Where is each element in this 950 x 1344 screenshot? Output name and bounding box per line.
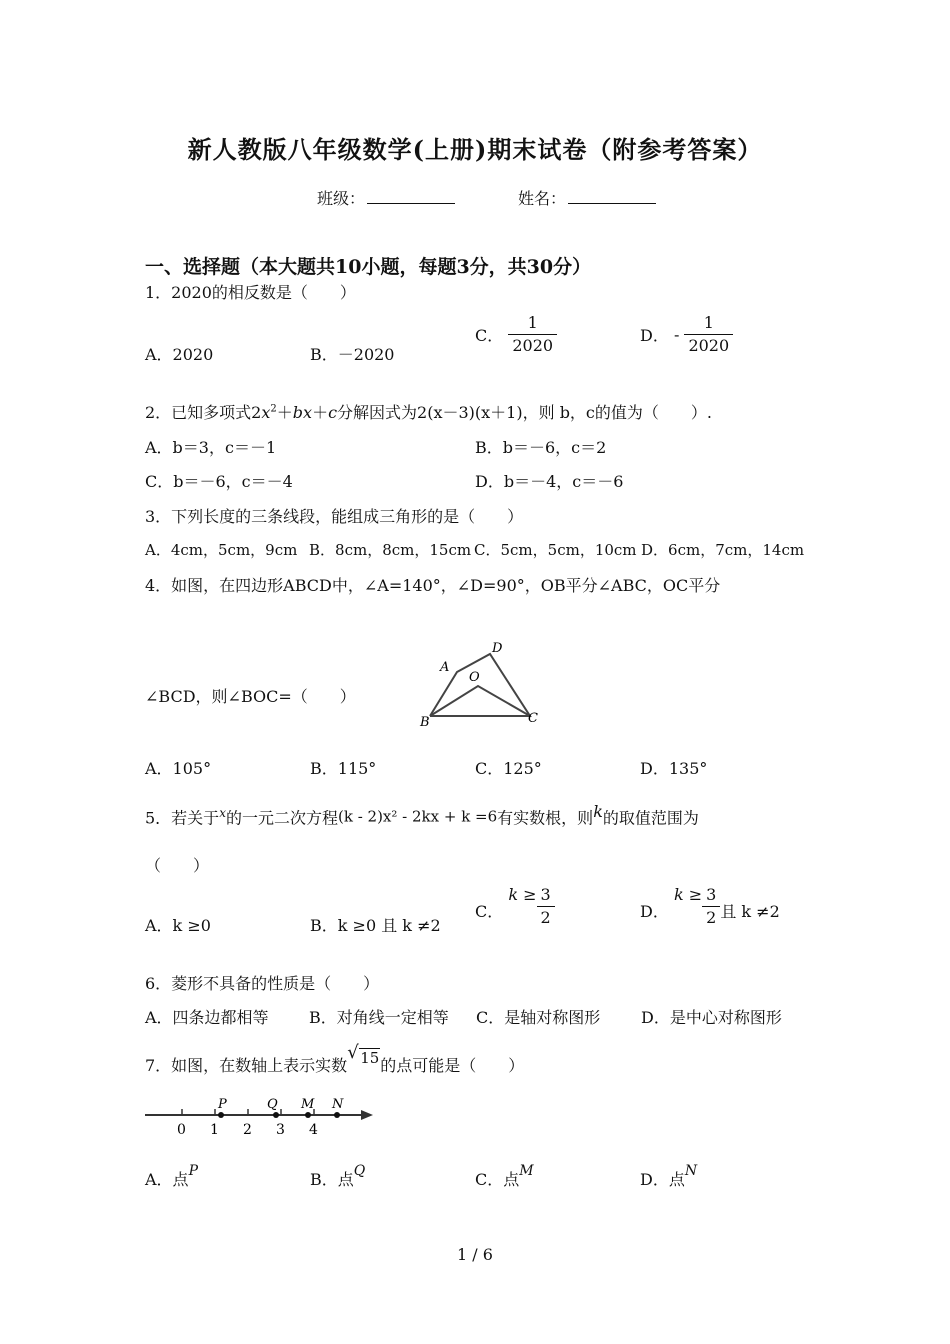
q6-option-c: C．是轴对称图形 [476, 1008, 601, 1027]
q6-option-d: D．是中心对称图形 [641, 1008, 782, 1027]
point-label-p: P [218, 1097, 227, 1112]
q5-option-d: D． k ≥ $\frac{3}{2}$ 且 k ≠2 [640, 885, 780, 927]
q1-c-fraction: $\frac{1}{2020}$ [508, 312, 557, 357]
q2-option-d: D．b＝－4，c＝－6 [475, 472, 624, 491]
number-line-arrow [361, 1110, 373, 1120]
q1-option-c: C． $\frac{1}{2020}$ [475, 312, 557, 357]
page-number: 1 / 6 [457, 1245, 493, 1264]
q3-stem: 3．下列长度的三条线段，能组成三角形的是（ ） [145, 507, 524, 526]
q2-option-a: A．b＝3，c＝－1 [145, 438, 277, 457]
point-label-q: Q [267, 1097, 278, 1112]
class-blank[interactable] [367, 189, 455, 204]
tick-label-4: 4 [309, 1122, 318, 1138]
tick-label-1: 1 [210, 1122, 219, 1138]
q2-option-c: C．b＝－6，c＝－4 [145, 472, 293, 491]
tick-label-0: 0 [177, 1122, 186, 1138]
quadrilateral-figure [410, 636, 550, 730]
q3-option-d: D．6cm，7cm，14cm [641, 541, 805, 559]
q4-stem-cont: ∠BCD，则∠BOC=（ ） [145, 687, 356, 706]
q6-option-b: B．对角线一定相等 [309, 1008, 449, 1027]
q3-option-a: A．4cm，5cm，9cm [145, 541, 298, 559]
q6-option-a: A．四条边都相等 [145, 1008, 269, 1027]
label-d: D [492, 641, 503, 656]
q5-option-a: A．k ≥0 [145, 916, 211, 935]
point-label-m: M [301, 1097, 315, 1112]
q7-stem: 7．如图，在数轴上表示实数 √ 15的点可能是（ ） [145, 1042, 525, 1075]
q4-stem: 4．如图，在四边形ABCD中，∠A=140°，∠D=90°，OB平分∠ABC，OC平分 [145, 576, 721, 595]
q4-option-b: B．115° [310, 759, 377, 778]
q4-option-c: C．125° [475, 759, 542, 778]
q5-stem: 5．若关于$^x$的一元二次方程(k - 2)x² - 2kx + k =6有实数根，则k的取值范围为 [145, 802, 699, 828]
sqrt-15: √ 15 [347, 1042, 380, 1067]
q1-stem: 1．2020的相反数是（ ） [145, 283, 356, 302]
q4-option-d: D．135° [640, 759, 708, 778]
tick-label-2: 2 [243, 1122, 252, 1138]
class-label: 班级： [317, 189, 366, 208]
q7-option-a: A．点P [145, 1163, 198, 1189]
tick-label-3: 3 [276, 1122, 285, 1138]
point-n [334, 1112, 340, 1118]
name-blank[interactable] [568, 189, 656, 204]
class-field [317, 186, 455, 209]
q7-option-b: B．点Q [310, 1163, 366, 1189]
label-b: B [420, 715, 430, 730]
page-title: 新人教版八年级数学(上册)期末试卷（附参考答案） [187, 135, 763, 164]
q7-option-c: C．点M [475, 1163, 534, 1189]
q3-option-c: C．5cm，5cm，10cm [474, 541, 637, 559]
label-c: C [528, 711, 538, 726]
q5-paren: （ ） [145, 856, 210, 875]
label-o: O [469, 670, 480, 685]
name-field [518, 186, 656, 209]
q6-stem: 6．菱形不具备的性质是（ ） [145, 974, 380, 993]
q3-option-b: B．8cm，8cm，15cm [309, 541, 472, 559]
point-label-n: N [332, 1097, 344, 1112]
q1-option-d: D． - $\frac{1}{2020}$ [640, 312, 733, 357]
q5-equation: (k - 2)x² - 2kx + k =6 [337, 807, 498, 826]
point-m [305, 1112, 311, 1118]
q2-option-b: B．b＝－6，c＝2 [475, 438, 607, 457]
label-a: A [440, 660, 450, 675]
q2-stem: 2．已知多项式$2x^2+bx+c$分解因式为2(x－3)(x＋1)，则 b，c的值为（ ）. [145, 403, 712, 422]
name-label: 姓名： [518, 189, 567, 208]
point-p [218, 1112, 224, 1118]
q4-option-a: A．105° [145, 759, 212, 778]
q1-option-b: B．－2020 [310, 345, 395, 364]
number-line [145, 1093, 375, 1139]
q5-option-b: B．k ≥0 且 k ≠2 [310, 916, 441, 935]
q5-option-c: C． k ≥ $\frac{3}{2}$ [475, 884, 555, 929]
q1-option-a: A．2020 [145, 345, 214, 364]
section-heading: 一、选择题（本大题共10小题，每题3分，共30分） [145, 256, 592, 278]
q7-option-d: D．点N [640, 1163, 698, 1189]
q1-d-fraction: $\frac{1}{2020}$ [684, 312, 733, 357]
point-q [273, 1112, 279, 1118]
